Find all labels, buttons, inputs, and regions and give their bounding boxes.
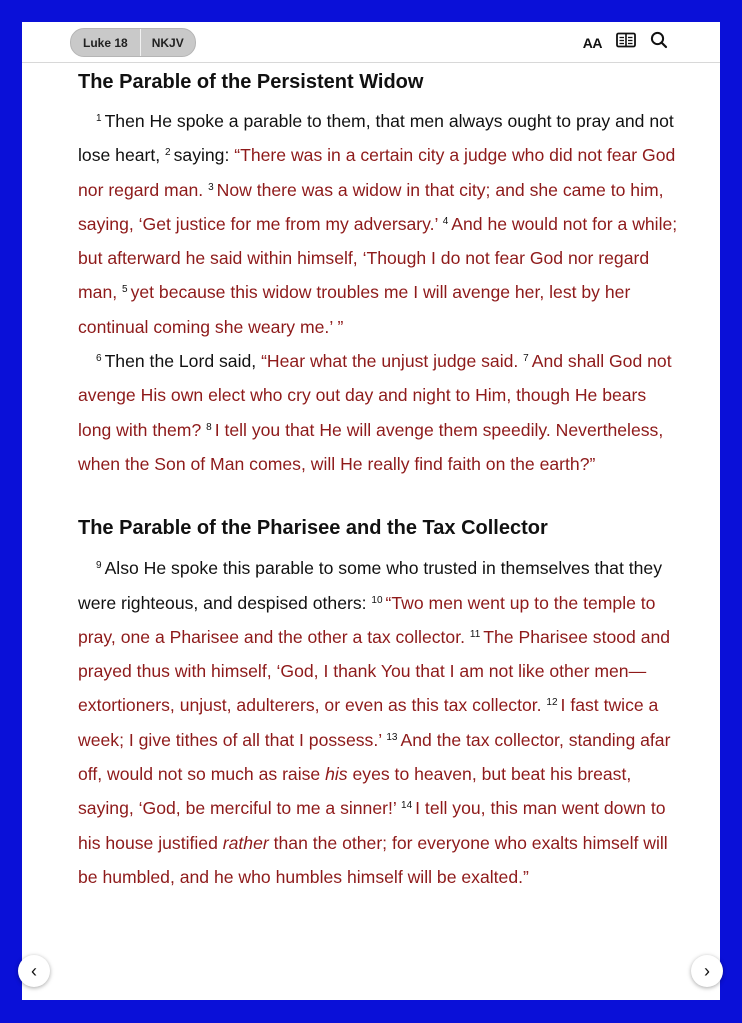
words-of-christ: Now there was a widow in that city; and she came to him, saying, ‘Get justice for me from my adversary.’	[78, 179, 664, 234]
verse-number: 12	[546, 697, 558, 709]
chapter-content	[78, 66, 678, 894]
words-of-christ: And he would not for a while; but afterward he said within himself, ‘Though I do not fear God nor regard man,	[78, 213, 678, 303]
verse-number: 3	[208, 181, 214, 193]
paragraph	[78, 104, 678, 344]
top-toolbar	[22, 22, 720, 63]
words-of-christ: eyes to heaven, but beat his breast, saying, ‘God, be merciful to me a sinner!’	[78, 764, 632, 819]
verse-number: 2	[165, 147, 171, 159]
paragraph	[78, 551, 678, 894]
words-of-christ: than the other; for everyone who exalts himself will be humbled, and he who humbles himself will be exalted.”	[78, 832, 668, 887]
verse-text: Then the Lord said,	[104, 351, 257, 372]
verse-number: 9	[96, 560, 102, 572]
words-of-christ: yet because this widow troubles me I will avenge her, lest by her continual coming she weary me.’ ”	[78, 282, 631, 337]
section-heading: The Parable of the Pharisee and the Tax Collector	[78, 517, 548, 540]
chevron-right-icon: ›	[704, 960, 710, 981]
words-of-christ: I tell you that He will avenge them speedily. Nevertheless, when the Son of Man comes, will He really find faith on the earth?”	[78, 419, 664, 474]
book-chapter-button[interactable]: Luke 18	[83, 35, 128, 50]
verse-number: 1	[96, 113, 102, 124]
toolbar-actions	[583, 31, 668, 54]
verse-number: 4	[442, 215, 449, 227]
text-size-icon[interactable]: AA	[582, 34, 602, 51]
paragraph	[78, 344, 678, 481]
verse-text: saying:	[173, 145, 230, 166]
words-of-christ: “There was in a certain city a judge who did not fear God nor regard man.	[78, 145, 676, 200]
version-button[interactable]: NKJV	[140, 29, 195, 56]
words-of-christ-italic: his	[325, 764, 348, 785]
verse-number: 13	[386, 731, 398, 743]
verse-number: 10	[371, 594, 383, 606]
verse-number: 7	[523, 353, 529, 365]
verse-number: 14	[401, 800, 413, 812]
verse-number: 6	[96, 353, 102, 365]
verse-number: 11	[469, 628, 481, 640]
verse-text: Then He spoke a parable to them, that men always ought to pray and not lose heart,	[78, 111, 674, 166]
words-of-christ: “Two men went up to the temple to pray, one a Pharisee and the other a tax collector.	[78, 592, 656, 647]
passage-selector[interactable]	[70, 28, 196, 57]
next-chapter-button[interactable]	[691, 955, 723, 987]
words-of-christ: And the tax collector, standing afar off, would not so much as raise	[78, 729, 671, 785]
words-of-christ: “Hear what the unjust judge said.	[261, 351, 519, 372]
words-of-christ: I tell you, this man went down to his house justified	[78, 798, 666, 853]
chevron-left-icon: ‹	[31, 960, 37, 981]
previous-chapter-button[interactable]	[18, 955, 50, 987]
verse-text: Also He spoke this parable to some who trusted in themselves that they were righteous, and despised others:	[78, 558, 662, 613]
words-of-christ: And shall God not avenge His own elect who cry out day and night to Him, though He bears long with them?	[78, 351, 672, 440]
words-of-christ-italic: rather	[222, 832, 269, 853]
search-icon[interactable]	[650, 31, 668, 54]
verse-number: 8	[206, 421, 212, 433]
words-of-christ: I fast twice a week; I give tithes of all that I possess.’	[78, 695, 659, 750]
section-heading: The Parable of the Persistent Widow	[78, 71, 424, 93]
words-of-christ: The Pharisee stood and prayed thus with himself, ‘God, I thank You that I am not like other men—extortioners, unjust, adulterers, or even as this tax collector.	[78, 626, 671, 716]
reader-page	[22, 22, 720, 1000]
reader-mode-icon[interactable]	[616, 32, 636, 53]
verse-number: 5	[122, 284, 128, 296]
